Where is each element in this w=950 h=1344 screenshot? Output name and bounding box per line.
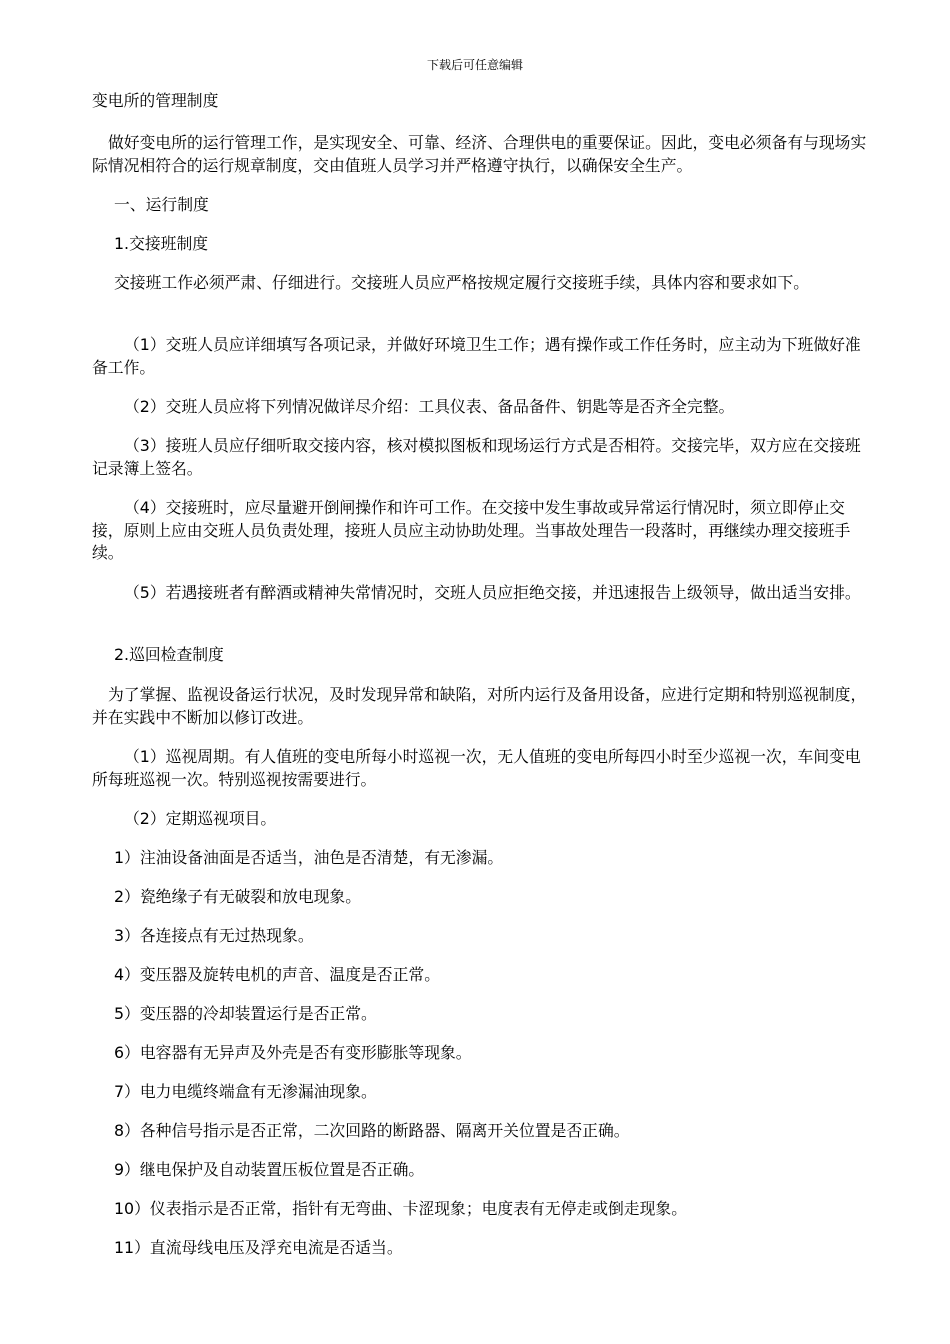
list-item: （2）定期巡视项目。 [124,809,277,828]
page-header: 下载后可任意编辑 [426,58,523,72]
check-item: 1）注油设备油面是否适当，油色是否清楚，有无渗漏。 [114,848,504,867]
list-item: （3）接班人员应仔细听取交接内容，核对模拟图板和现场运行方式是否相符。交接完毕，双方应在交接班记录簿上签名。 [92,436,861,478]
check-item: 9）继电保护及自动装置压板位置是否正确。 [114,1160,425,1179]
check-item: 8）各种信号指示是否正常，二次回路的断路器、隔离开关位置是否正确。 [114,1121,630,1140]
check-item: 3）各连接点有无过热现象。 [114,926,314,945]
intro-paragraph: 做好变电所的运行管理工作，是实现安全、可靠、经济、合理供电的重要保证。因此，变电必须备有与现场实际情况相符合的运行规章制度，交由值班人员学习并严格遵守执行，以确保安全生产。 [92,133,867,175]
subsection-heading: 2.巡回检查制度 [114,645,224,664]
check-item: 2）瓷绝缘子有无破裂和放电现象。 [114,887,362,906]
check-item: 10）仪表指示是否正常，指针有无弯曲、卡涩现象；电度表有无停走或倒走现象。 [114,1199,687,1218]
subsection-intro: 交接班工作必须严肃、仔细进行。交接班人员应严格按规定履行交接班手续，具体内容和要求如下。 [114,273,810,292]
check-item: 7）电力电缆终端盒有无渗漏油现象。 [114,1082,377,1101]
document-title: 变电所的管理制度 [92,91,219,110]
check-item: 11）直流母线电压及浮充电流是否适当。 [114,1238,403,1257]
list-item: （2）交班人员应将下列情况做详尽介绍：工具仪表、备品备件、钥匙等是否齐全完整。 [124,397,735,416]
check-item: 6）电容器有无异声及外壳是否有变形膨胀等现象。 [114,1043,472,1062]
subsection-intro: 为了掌握、监视设备运行状况，及时发现异常和缺陷，对所内运行及备用设备，应进行定期和特别巡视制度，并在实践中不断加以修订改进。 [92,685,867,727]
list-item: （5）若遇接班者有醉酒或精神失常情况时，交班人员应拒绝交接，并迅速报告上级领导，做出适当安排。 [124,583,861,602]
list-item: （1）交班人员应详细填写各项记录，并做好环境卫生工作；遇有操作或工作任务时，应主动为下班做好准备工作。 [92,335,861,377]
list-item: （1）巡视周期。有人值班的变电所每小时巡视一次，无人值班的变电所每四小时至少巡视一次，车间变电所每班巡视一次。特别巡视按需要进行。 [92,747,861,789]
check-item: 5）变压器的冷却装置运行是否正常。 [114,1004,377,1023]
check-item: 4）变压器及旋转电机的声音、温度是否正常。 [114,965,440,984]
list-item: （4）交接班时，应尽量避开倒闸操作和许可工作。在交接中发生事故或异常运行情况时，须立即停止交接，原则上应由交班人员负责处理，接班人员应主动协助处理。当事故处理告一段落时，再继续办理交接班手续。 [92,498,851,563]
subsection-heading: 1.交接班制度 [114,234,209,253]
section-heading: 一、运行制度 [114,195,209,214]
